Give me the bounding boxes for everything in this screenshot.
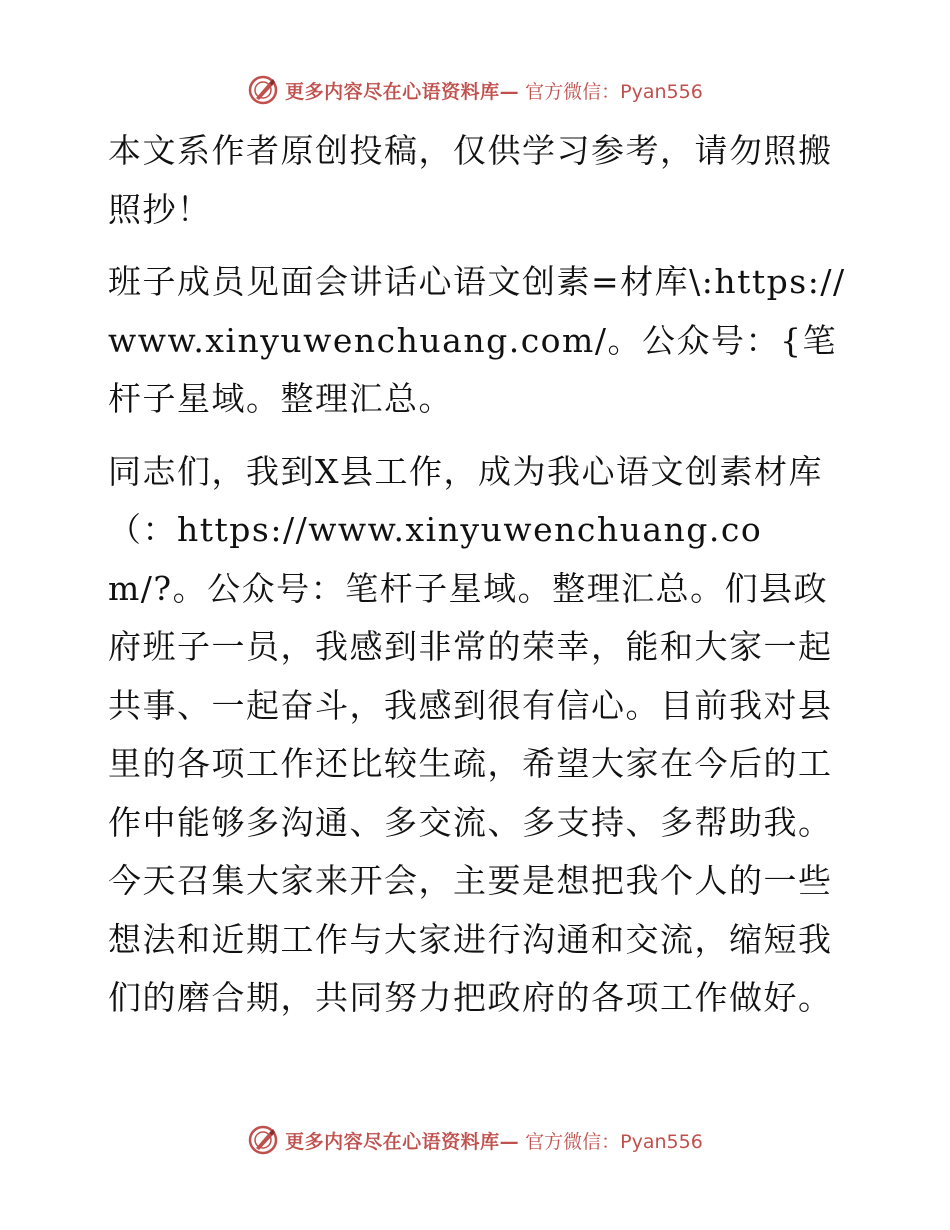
banner-wechat: 官方微信：Pyan556 [525,1130,703,1153]
banner-slogan: 更多内容尽在心语资料库— [285,1130,520,1153]
pen-logo-icon [247,1124,279,1156]
banner-wechat: 官方微信：Pyan556 [525,80,703,103]
document-body [98,122,850,1042]
paragraph-title: 班子成员见面会讲话心语文创素=材库\:https://www.xinyuwenchuang.com/。公众号：{笔杆子星域。整理汇总。 [108,262,846,418]
paragraph-speech: 同志们，我到X县工作，成为我心语文创素材库（：https://www.xinyuwenchuang.com/?。公众号：笔杆子星域。整理汇总。们县政府班子一员，我感到非常的荣幸，能和大家一起共事、一起奋斗，我感到很有信心。目前我对县里的各项工作还比较生疏，希望大家在今后的工作中能够多沟通、多交流、多支持、多帮助我。今天召集大家来开会，主要是想把我个人的一些想法和近期工作与大家进行沟通和交流，缩短我们的磨合期，共同努力把政府的各项工作做好。 [108,451,833,1017]
header-banner [0,70,950,110]
pen-logo-icon [247,74,279,106]
paragraph-disclaimer: 本文系作者原创投稿，仅供学习参考，请勿照搬照抄！ [108,131,833,229]
banner-slogan: 更多内容尽在心语资料库— [285,80,520,103]
footer-banner [0,1120,950,1160]
